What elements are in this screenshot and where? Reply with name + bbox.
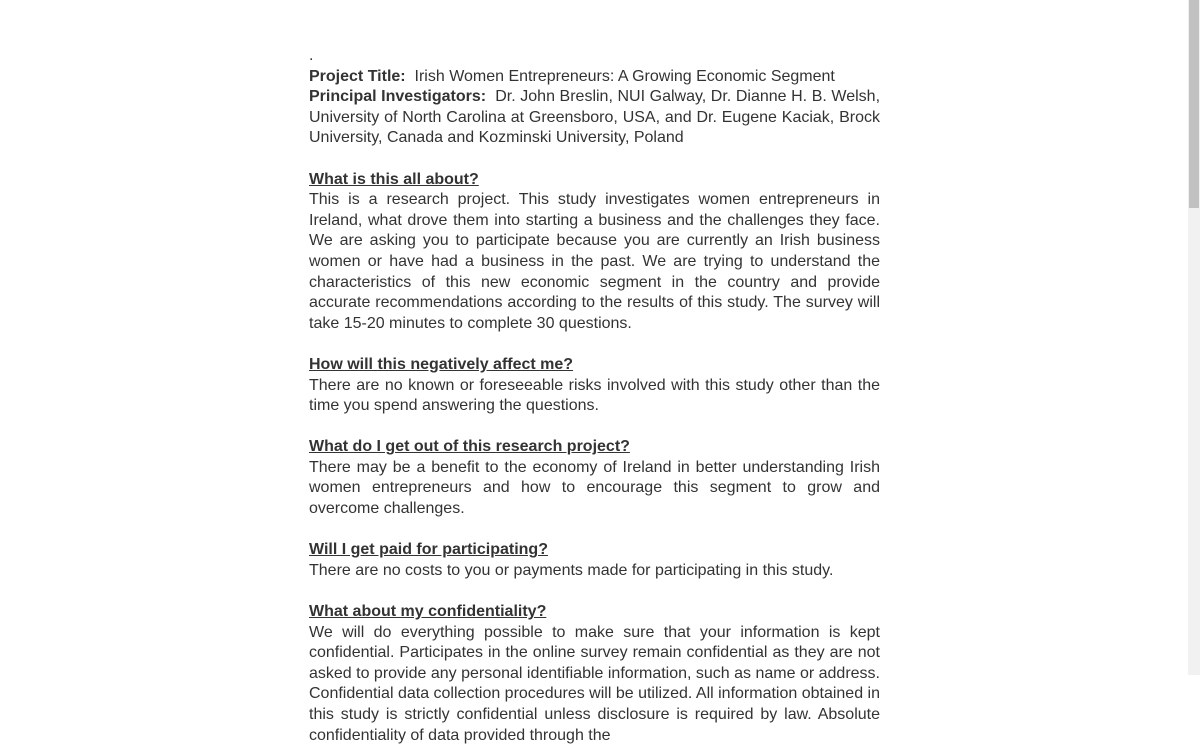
section-heading: What is this all about? [309, 170, 479, 188]
section-body: We will do everything possible to make sure that your information is kept confidential. Participates in the online survey remain confidential as they are not asked to provide any personal identifiable information, such as name or address. Confidential data collection procedures will be utilized. All information obtained in this study is strictly confidential unless disclosure is required by law. Absolute confidentiality of data provided through the [309, 623, 880, 744]
section-body: There may be a benefit to the economy of Ireland in better understanding Irish women entrepreneurs and how to encourage this segment to grow and overcome challenges. [309, 458, 880, 518]
section-heading: How will this negatively affect me? [309, 355, 574, 373]
scrollbar-thumb[interactable] [1189, 0, 1199, 208]
investigators-value: Dr. John Breslin, NUI Galway, Dr. Dianne H. B. Welsh, University of North Carolina at Greensboro, USA, and Dr. Eugene Kaciak, Brock University, Canada and Kozminski University, Poland [309, 88, 881, 147]
section-heading: Will I get paid for participating? [309, 541, 548, 559]
section-payment [309, 540, 880, 581]
vertical-scrollbar[interactable] [1188, 0, 1200, 675]
section-heading: What do I get out of this research project? [309, 438, 630, 456]
section-negative-effects [309, 355, 880, 417]
section-benefits [309, 437, 880, 519]
section-heading: What about my confidentiality? [309, 603, 547, 621]
section-confidentiality [309, 602, 880, 746]
section-body: There are no known or foreseeable risks involved with this study other than the time you spend answering the questions. [309, 376, 880, 415]
leading-mark: . [309, 47, 314, 64]
principal-investigators [309, 87, 880, 149]
section-body: This is a research project. This study investigates women entrepreneurs in Ireland, what drove them into starting a business and the challenges they face. We are asking you to participate because you are currently an Irish business women or have had a business in the past. We are trying to understand the characteristics of this new economic segment in the country and provide accurate recommendations according to the results of this study. The survey will take 15-20 minutes to complete 30 questions. [309, 191, 880, 332]
project-title-label: Project Title: [309, 67, 406, 85]
document-page [309, 46, 880, 746]
project-title-value: Irish Women Entrepreneurs: A Growing Economic Segment [414, 67, 835, 85]
investigators-label: Principal Investigators: [309, 88, 487, 106]
section-body: There are no costs to you or payments made for participating in this study. [309, 561, 834, 579]
project-title [309, 67, 880, 88]
section-about [309, 170, 880, 335]
